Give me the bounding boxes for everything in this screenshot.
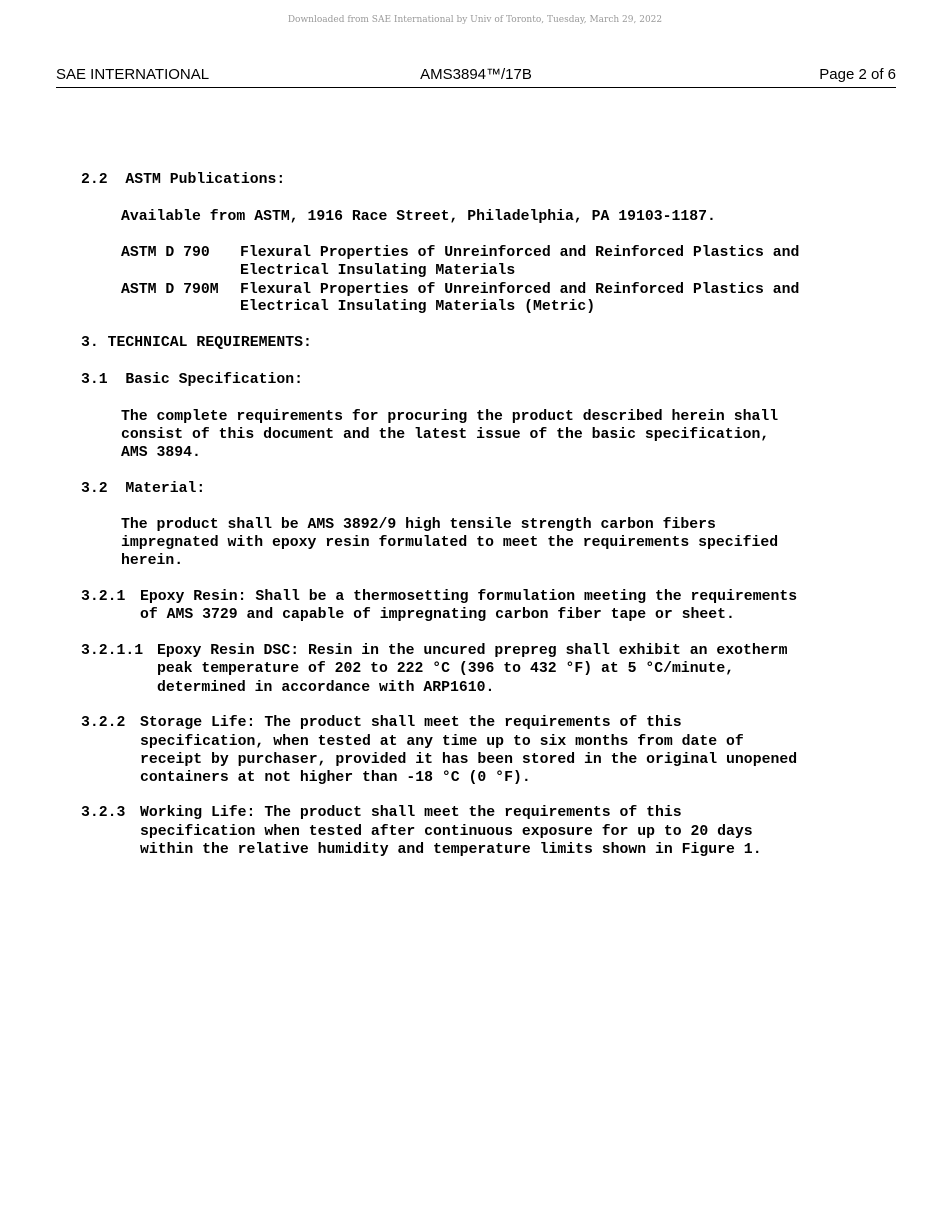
paragraph-line: specification, when tested at any time up to six months from date of bbox=[140, 734, 744, 750]
paragraph-line: determined in accordance with ARP1610. bbox=[157, 680, 495, 696]
section-3-2-heading: 3.2 Material: bbox=[81, 481, 206, 497]
paragraph-line: herein. bbox=[121, 553, 184, 569]
paragraph-line: Working Life: The product shall meet the requirements of this bbox=[140, 805, 682, 821]
paragraph-line: within the relative humidity and temperature limits shown in Figure 1. bbox=[140, 842, 762, 858]
header-org: SAE INTERNATIONAL bbox=[56, 66, 210, 83]
paragraph-line: impregnated with epoxy resin formulated to meet the requirements specified bbox=[121, 535, 779, 551]
ref-title: Electrical Insulating Materials bbox=[240, 263, 516, 279]
section-3-2-3-number: 3.2.3 bbox=[81, 805, 126, 821]
section-3-2-2-number: 3.2.2 bbox=[81, 715, 126, 731]
paragraph-line: peak temperature of 202 to 222 °C (396 to 432 °F) at 5 °C/minute, bbox=[157, 661, 735, 677]
section-2-2-heading: 2.2 ASTM Publications: bbox=[81, 172, 286, 188]
section-3-2-1-1-number: 3.2.1.1 bbox=[81, 643, 144, 659]
paragraph-line: of AMS 3729 and capable of impregnating carbon fiber tape or sheet. bbox=[140, 607, 735, 623]
ref-title: Electrical Insulating Materials (Metric) bbox=[240, 299, 596, 315]
ref-title: Flexural Properties of Unreinforced and Reinforced Plastics and bbox=[240, 245, 800, 261]
ref-id: ASTM D 790 bbox=[121, 245, 210, 261]
paragraph-line: receipt by purchaser, provided it has been stored in the original unopened bbox=[140, 752, 798, 768]
section-3-heading: 3. TECHNICAL REQUIREMENTS: bbox=[81, 335, 312, 351]
paragraph-line: specification when tested after continuous exposure for up to 20 days bbox=[140, 824, 753, 840]
paragraph-line: Epoxy Resin: Shall be a thermosetting formulation meeting the requirements bbox=[140, 589, 798, 605]
ref-id: ASTM D 790M bbox=[121, 282, 219, 298]
paragraph-line: containers at not higher than -18 °C (0 °F). bbox=[140, 770, 531, 786]
header-doc-id: AMS3894™/17B bbox=[420, 66, 532, 83]
paragraph-line: Epoxy Resin DSC: Resin in the uncured prepreg shall exhibit an exotherm bbox=[157, 643, 788, 659]
page-header bbox=[56, 66, 896, 88]
header-page-number: Page 2 of 6 bbox=[819, 66, 896, 83]
download-notice: Downloaded from SAE International by Univ of Toronto, Tuesday, March 29, 2022 bbox=[287, 15, 663, 25]
paragraph-line: consist of this document and the latest issue of the basic specification, bbox=[121, 427, 770, 443]
paragraph-line: The complete requirements for procuring the product described herein shall bbox=[121, 409, 779, 425]
paragraph-line: AMS 3894. bbox=[121, 445, 201, 461]
astm-availability: Available from ASTM, 1916 Race Street, Philadelphia, PA 19103-1187. bbox=[121, 209, 716, 225]
section-3-2-1-number: 3.2.1 bbox=[81, 589, 126, 605]
paragraph-line: The product shall be AMS 3892/9 high tensile strength carbon fibers bbox=[121, 517, 716, 533]
section-3-1-heading: 3.1 Basic Specification: bbox=[81, 372, 303, 388]
paragraph-line: Storage Life: The product shall meet the requirements of this bbox=[140, 715, 682, 731]
ref-title: Flexural Properties of Unreinforced and Reinforced Plastics and bbox=[240, 282, 800, 298]
